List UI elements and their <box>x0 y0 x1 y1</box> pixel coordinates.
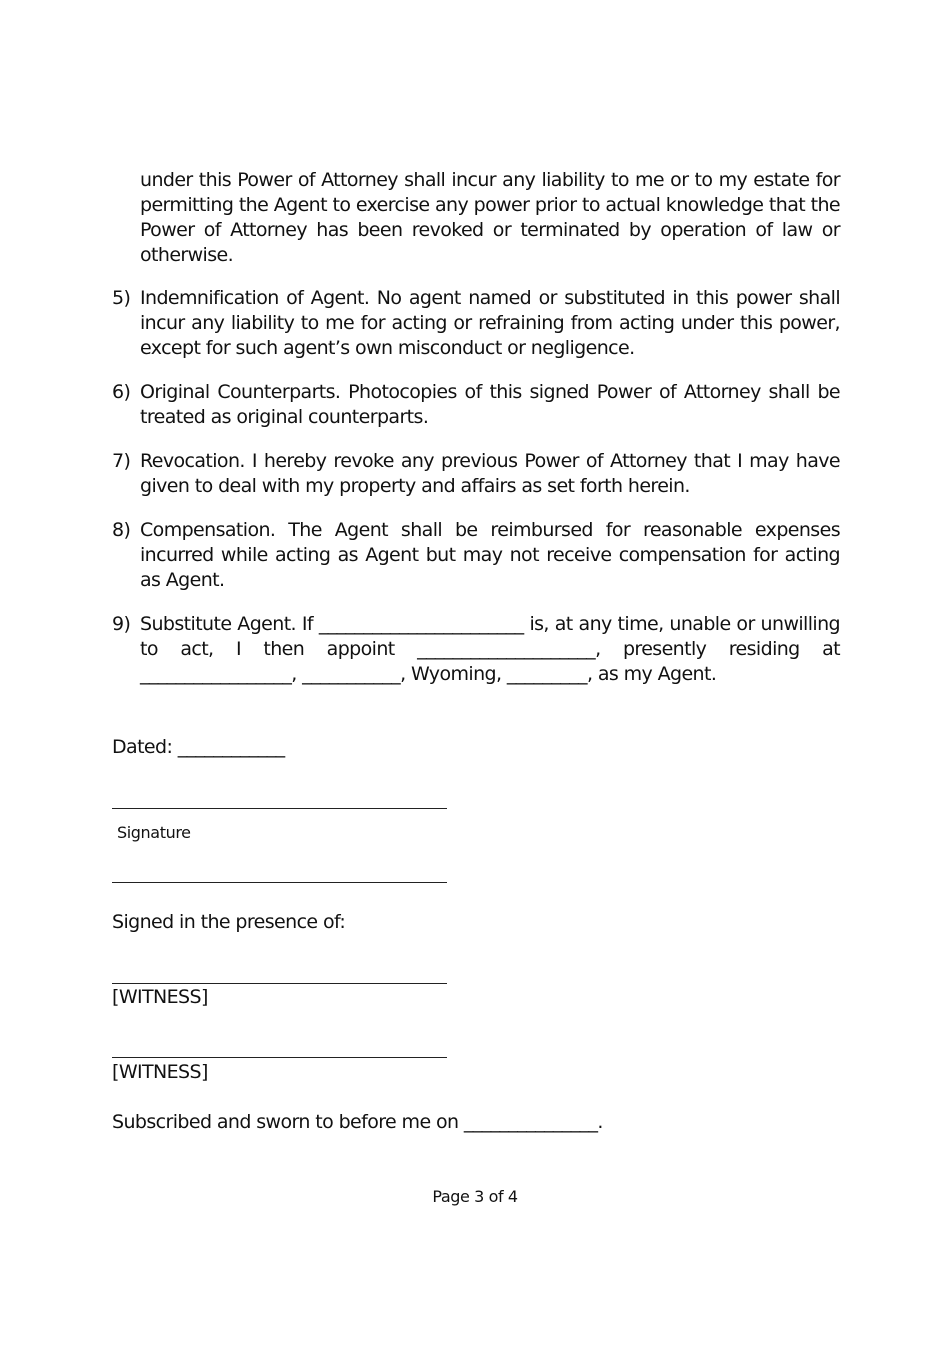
document-body <box>112 168 840 706</box>
page-number-footer: Page 3 of 4 <box>432 1187 518 1206</box>
clause-text: Compensation. The Agent shall be reimbursed for reasonable expenses incurred while acting as Agent but may not receive compensation for acting as Agent. <box>140 519 840 591</box>
clause-original-counterparts <box>112 380 840 430</box>
signature-label: Signature <box>117 823 191 842</box>
clause-indemnification <box>112 286 840 361</box>
witness-2-label: [WITNESS] <box>112 1061 208 1083</box>
clause-number: 9) <box>112 613 131 635</box>
clause-text: Substitute Agent. If _______________________ is, at any time, unable or unwilling to act, I then appoint ____________________, presently residing at _________________, ___________, Wyoming, _________, as my Agent. <box>140 613 840 685</box>
signature-line <box>112 808 447 809</box>
clause-number: 5) <box>112 287 131 309</box>
clause-revocation <box>112 449 840 499</box>
clause-number: 7) <box>112 450 131 472</box>
sworn-statement: Subscribed and sworn to before me on _______________. <box>112 1111 603 1133</box>
clause-number: 6) <box>112 381 131 403</box>
witness-1-line <box>112 983 447 984</box>
witness-2-line <box>112 1057 447 1058</box>
dated-line: Dated: ____________ <box>112 736 285 758</box>
second-signature-line <box>112 882 447 883</box>
continued-paragraph: under this Power of Attorney shall incur any liability to me or to my estate for permitting the Agent to exercise any power prior to actual knowledge that the Power of Attorney has been revoked or terminated by operation of law or otherwise. <box>140 169 840 266</box>
presence-label: Signed in the presence of: <box>112 911 346 933</box>
clause-number: 8) <box>112 519 131 541</box>
witness-1-label: [WITNESS] <box>112 986 208 1008</box>
clause-text: Original Counterparts. Photocopies of this signed Power of Attorney shall be treated as original counterparts. <box>140 381 840 428</box>
clause-text: Revocation. I hereby revoke any previous Power of Attorney that I may have given to deal with my property and affairs as set forth herein. <box>140 450 840 497</box>
clause-text: Indemnification of Agent. No agent named or substituted in this power shall incur any liability to me for acting or refraining from acting under this power, except for such agent’s own misconduct or negligence. <box>140 287 840 359</box>
clause-compensation <box>112 518 840 593</box>
clause-substitute-agent <box>112 612 840 687</box>
